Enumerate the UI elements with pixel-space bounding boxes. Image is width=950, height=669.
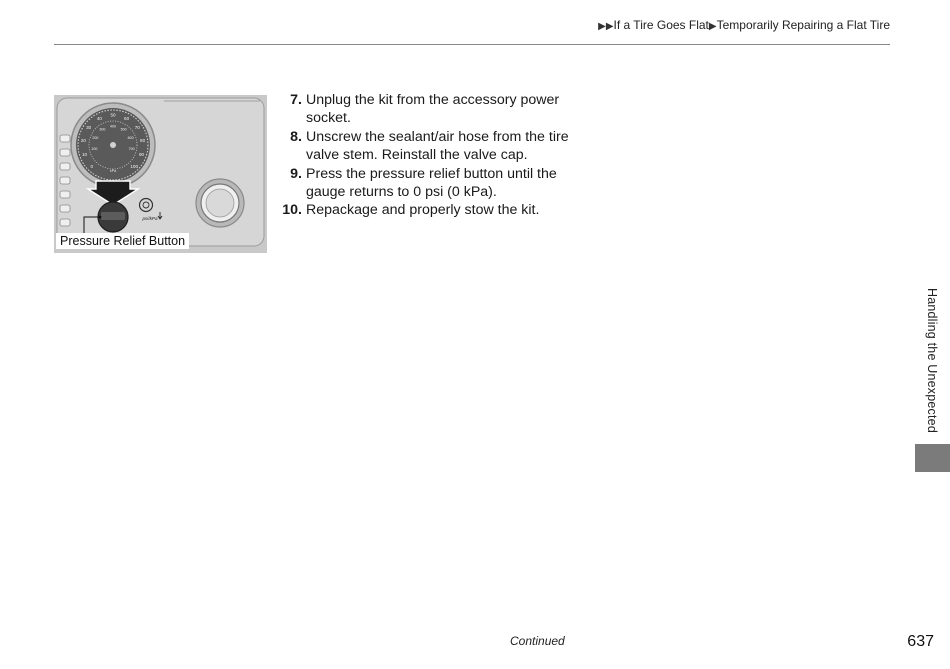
chapter-tab-marker — [915, 444, 950, 472]
gauge-tick-label: 70 — [134, 125, 140, 130]
gauge-inner-tick-label: 600 — [127, 136, 134, 141]
pressure-relief-button-callout: Pressure Relief Button — [56, 233, 189, 249]
gauge-tick-label: 50 — [110, 112, 116, 118]
list-item — [280, 128, 580, 165]
step-text: Unscrew the sealant/air hose from the tire valve stem. Reinstall the valve cap. — [306, 128, 569, 164]
breadcrumb — [598, 18, 890, 32]
breadcrumb-section[interactable]: If a Tire Goes Flat — [613, 18, 709, 32]
header-rule — [54, 44, 890, 45]
tire-kit-drawing — [54, 95, 267, 253]
continued-note: Continued — [510, 634, 565, 648]
gauge-inner-tick-label: 400 — [110, 124, 116, 129]
step-number: 10. — [282, 202, 302, 219]
step-number: 7. — [290, 92, 302, 108]
gauge-tick-label: 80 — [140, 137, 146, 143]
step-text: Repackage and properly stow the kit. — [306, 202, 540, 219]
double-arrow-icon: ▶▶ — [598, 21, 614, 32]
gauge-tick-label: 90 — [138, 151, 145, 157]
tire-kit-illustration — [54, 95, 267, 253]
gauge-tick-label: 40 — [96, 115, 102, 121]
psi-kpa-label: psi/kPa — [142, 216, 158, 221]
gauge-inner-tick-label: 100 — [91, 147, 98, 152]
gauge-unit-label: kPa — [109, 169, 117, 173]
page-number: 637 — [907, 633, 934, 650]
chapter-tab-label[interactable]: Handling the Unexpected — [925, 288, 939, 433]
gauge-tick-label: 100 — [130, 163, 139, 169]
gauge-tick-label: 30 — [86, 125, 92, 130]
gauge-tick-label: 60 — [124, 115, 130, 121]
step-number: 8. — [290, 128, 302, 145]
gauge-tick-label: 10 — [81, 151, 88, 157]
gauge-inner-tick-label: 200 — [92, 136, 99, 141]
breadcrumb-topic[interactable]: Temporarily Repairing a Flat Tire — [716, 18, 890, 32]
arrow-icon: ▶ — [708, 21, 717, 32]
gauge-inner-tick-label: 300 — [99, 127, 106, 132]
gauge-inner-tick-label: 700 — [128, 147, 135, 152]
step-text: Unplug the kit from the accessory power socket. — [306, 92, 560, 127]
step-number: 9. — [290, 165, 302, 182]
list-item — [280, 91, 580, 128]
gauge-zero-label: 0 — [90, 163, 94, 169]
gauge-inner-tick-label: 500 — [120, 127, 127, 132]
list-item — [280, 201, 580, 219]
list-item — [280, 165, 580, 202]
gauge-tick-label: 20 — [80, 137, 86, 143]
step-text: Press the pressure relief button until the gauge returns to 0 psi (0 kPa). — [306, 165, 557, 201]
instruction-steps — [280, 91, 580, 220]
